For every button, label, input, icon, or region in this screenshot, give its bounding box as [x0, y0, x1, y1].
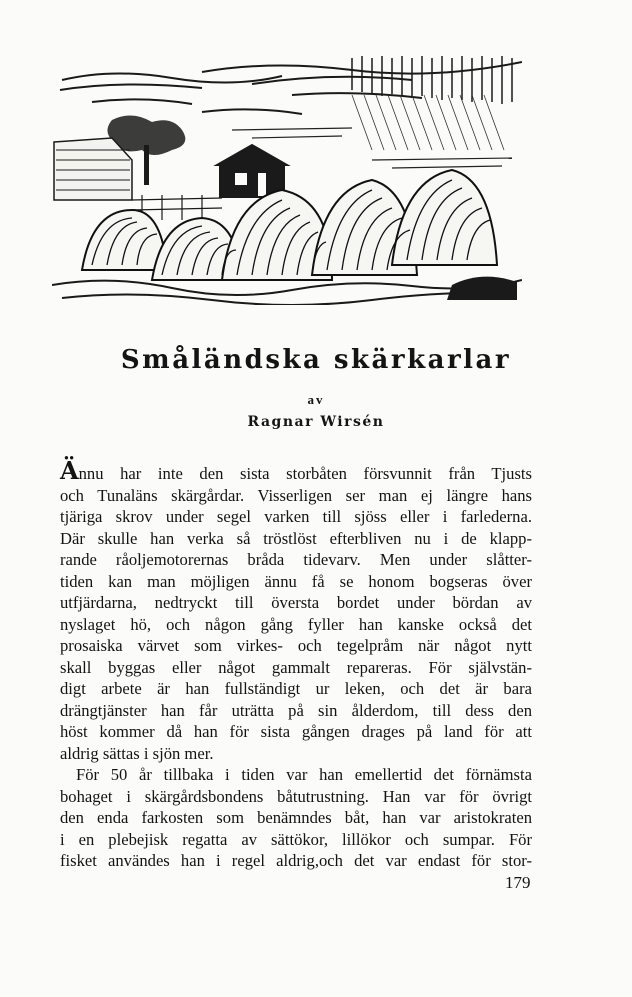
- author-name: Ragnar Wirsén: [247, 414, 385, 430]
- page-number: 179: [505, 873, 531, 892]
- body-line: skall byggas eller något gammalt repareras. För självstän-: [60, 657, 532, 677]
- body-line: prosaiska värvet som virkes- och tegelpråm när något nytt: [60, 636, 532, 655]
- body-line: bohaget i skärgårdsbondens båtutrustning. Han var för övrigt: [60, 786, 532, 806]
- article-body: [60, 456, 532, 872]
- body-line: tjäriga skrov under segel varken till sjöss eller i farlederna.: [60, 507, 532, 526]
- body-line: den enda farkosten som benämndes båt, han var aristokraten: [60, 808, 532, 827]
- body-line: aldrig sättas i sjön mer.: [60, 743, 214, 763]
- article-title: Småländska skärkarlar: [120, 345, 512, 375]
- byline-word: av: [307, 392, 325, 407]
- body-line: i en plebejisk regatta av sättökor, lillökor och sumpar. För: [60, 829, 532, 849]
- body-line: drängtjänster han får uträtta på sin ålderdom, till dess den: [60, 700, 532, 720]
- body-line: fisket användes han i regel aldrig,och det var endast för stor-: [60, 851, 532, 870]
- drop-cap: Ä: [60, 456, 79, 485]
- body-line: tiden kan man möjligen ännu få se honom bogseras över: [60, 571, 532, 591]
- body-line: utfjärdarna, nedtryckt till översta bordet under bördan av: [60, 593, 532, 612]
- body-line: nyslaget hö, och någon gång fyller han kanske också det: [60, 614, 532, 634]
- body-line: digt arbete är han fullständigt ur leken, och det är bara: [60, 679, 532, 698]
- body-line: För 50 år tillbaka i tiden var han emellertid det förnämsta: [76, 765, 532, 784]
- body-line: rande råoljemotorernas bråda tidevarv. Men under slåtter-: [60, 550, 532, 569]
- body-line-1: Ännu har inte den sista storbåten försvunnit från Tjusts: [60, 456, 532, 485]
- body-line: och Tunaläns skärgårdar. Visserligen ser man ej längre hans: [60, 485, 532, 505]
- boat-shed-illustration: [52, 50, 522, 305]
- body-line: Där skulle han verka så tröstlöst efterbliven nu i de klapp-: [60, 528, 532, 548]
- body-line: höst kommer då han för sista gången drages på land för att: [60, 722, 532, 741]
